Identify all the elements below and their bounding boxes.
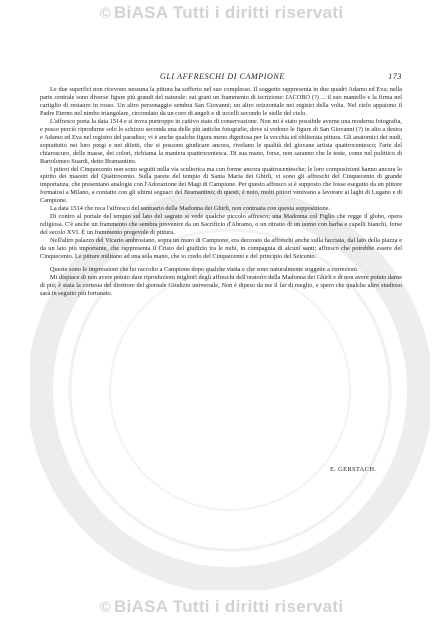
- watermark-text: BiASA Tutti i diritti riservati: [113, 3, 344, 22]
- paragraph: I pittori del Cinquecento non sono seguiti nella via scultorica ma con forme ancora quattrocentesche; le loro composizioni hanno ancora lo spirito dei maestri del Quattrocento. Sulla parete del tempio di Santa Maria dei Ghirli, vi sono gli affreschi del Cinquecento di grande importanza, che presentano analogie con l'Adorazione dei Magi di Campione. Per questo affresco si è supposto che fosse eseguito da un pittore formatosi a Milano, a contatto con gli ultimi seguaci del Bramantino; di questi, è noto, molti pittori venivano a lavorare ai laghi di Lugano e di Campione.: [40, 165, 402, 205]
- running-title: GLI AFFRESCHI DI CAMPIONE: [160, 72, 285, 81]
- copyright-symbol: ©: [99, 4, 111, 22]
- paragraph: Mi dispiace di non avere potuto dare riproduzioni migliori degli affreschi dell'oratorio della Madonna dei Ghirli e di non avere potuto darne di più; è stata la cortesia del direttore del giornale Giudizio universale, Non è dipeso da me il far di meglio, e spero che qualche altro studioso sarà in seguito più fortunato.: [40, 273, 402, 297]
- author-signature: E. GERSTACH.: [330, 466, 377, 473]
- copyright-symbol: ©: [99, 598, 111, 616]
- paragraph: Di contro al portale del tempio sul lato del sagrato si vede qualche piccolo affresco; una Madonna col Figlio che regge il globo, opera religiosa. C'è anche un frammento che sembra provenire da un Sacrificio d'Abramo, o un ritratto di un uomo con barba e capelli bianchi, forse del secolo XVI. È un frammento pregevole di pittura.: [40, 213, 402, 237]
- paragraph: Nell'altro palazzo del Vicario ambrosiano, sopra un muro di Campione, era decorato da affreschi anche sulla facciata, dal lato della piazza e da un lato più importante, che rappresenta il Cristo del giudizio tra le nubi, in compagnia di alcuni santi; affresco che potrebbe essere del Cinquecento. Le pitture militano ad una sola mano, che io credo del Cinquecento e del principio del Seicento.: [40, 237, 402, 261]
- watermark-banner-bottom: [0, 596, 443, 618]
- paragraph: L'affresco porta la data 1514 e si trova purtroppo in cattivo stato di conservazione. Non mi è stato possibile averne una moderna fotografia, e posso perciò riprodurne solo lo schizzo seconda una delle più antiche fotografie, dove si vedono le figure di San Giovanni (?) in alto a destra e Adamo ed Eva nel registro del paradiso; vi è anche qualche figura meno dignitosa per la vecchia ed obliterata pittura. Gli anatomici dei nudi, soprattutto nei loro pregi e nei difetti, che si possono giudicare ancora, rivelano le qualità del giovane artista quattrocentesco; l'arte del chiaroscuro, delle masse, dei colori, richiama la maniera quattrocentesca. Di sua mano, forse, non saranno che le teste, come nel polittico di Bartolomeo Suardi, detto Bramantino.: [40, 117, 402, 165]
- body-text: [40, 86, 402, 298]
- page-header: [40, 72, 402, 84]
- page-number: 173: [388, 72, 402, 81]
- paragraph: Queste sono le impressioni che ho raccolto a Campione dopo qualche visita e che sono naturalmente soggette a correzioni.: [50, 265, 359, 273]
- paragraph: Le due superfici non ricevono nessuna la pittura ha sofferto nel suo complesso. Il soggetto rappresenta in due quadri Adamo ed Eva; nella parte centrale sono diverse figure più grandi del naturale: sui grani un frammento di iscrizione: IACOBO (?) ... il suo mantello e la firma nel cartiglio di restauro in rosso. Un altro personaggio sembra San Giovanni; un altro orizzontale nei registri della volta. Nel cielo appaiono il Padre Eterno nel nimbo triangolare, circondato da un coro di angeli e di uccelli secondo le stelle del cielo.: [40, 86, 402, 117]
- watermark-text: BiASA Tutti i diritti riservati: [113, 597, 344, 616]
- watermark-banner-top: [0, 2, 443, 24]
- paragraph: La data 1514 che reca l'affresco del santuario della Madonna dei Ghirli, non contrasta con questa supposizione.: [50, 205, 331, 213]
